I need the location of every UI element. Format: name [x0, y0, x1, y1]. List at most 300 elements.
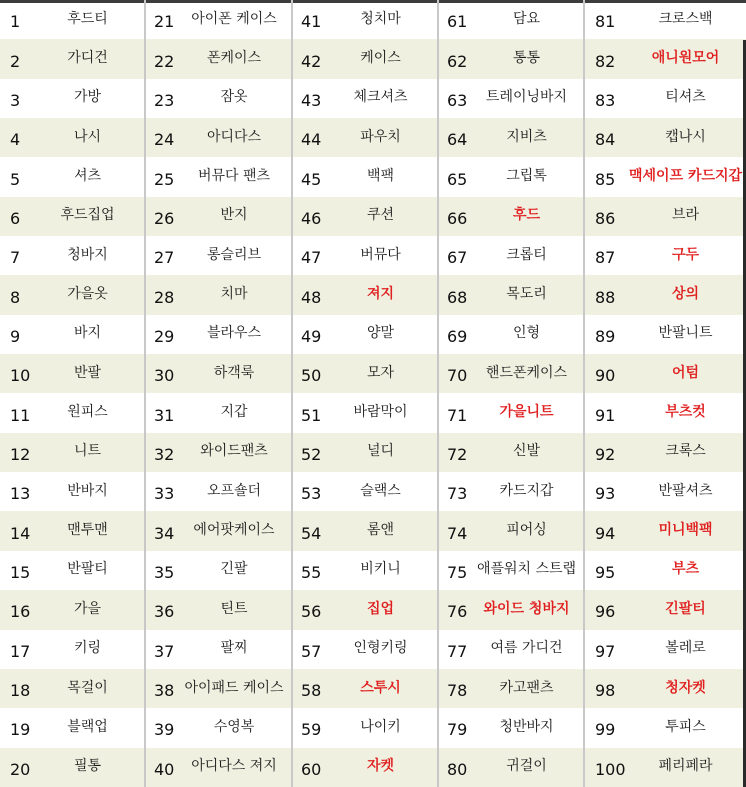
ranking-row [0, 0, 144, 39]
keyword-link[interactable]: 가을옷 [67, 286, 108, 303]
ranking-row [585, 748, 746, 787]
keyword-link[interactable]: 맥세이프 카드지갑 [629, 168, 743, 185]
keyword-link[interactable]: 가디건 [67, 50, 108, 67]
ranking-row [439, 275, 583, 314]
keyword-link[interactable]: 목걸이 [67, 679, 108, 696]
ranking-row [0, 354, 144, 393]
keyword-link[interactable]: 수영복 [213, 718, 255, 735]
ranking-row [146, 393, 291, 432]
keyword-link[interactable]: 널디 [366, 443, 395, 460]
ranking-row [293, 708, 437, 747]
ranking-row [439, 630, 583, 669]
rank-number: 60 [301, 759, 322, 779]
ranking-row [146, 79, 291, 118]
rank-number: 11 [10, 405, 31, 425]
rank-number: 45 [301, 169, 322, 189]
ranking-row [293, 315, 437, 354]
keyword-link[interactable]: 크록스 [665, 443, 706, 460]
keyword-link[interactable]: 와이드 청바지 [483, 600, 570, 617]
keyword-link[interactable]: 케이스 [360, 50, 401, 67]
keyword-link[interactable]: 하객룩 [213, 364, 255, 381]
keyword-link[interactable]: 지갑 [220, 404, 248, 421]
ranking-row [146, 669, 291, 708]
rank-number: 42 [301, 51, 322, 71]
keyword-link[interactable]: 애플워치 스트랩 [476, 561, 577, 578]
keyword-link[interactable]: 반팔셔츠 [658, 482, 713, 499]
keyword-link[interactable]: 신발 [512, 443, 541, 460]
rank-number: 55 [301, 562, 322, 582]
ranking-row [0, 708, 144, 747]
rank-number: 78 [447, 681, 468, 701]
ranking-row [293, 197, 437, 236]
ranking-row [293, 511, 437, 550]
keyword-link[interactable]: 버뮤다 팬츠 [197, 168, 271, 185]
rank-number: 7 [10, 248, 21, 268]
ranking-row [585, 393, 746, 432]
rank-number: 37 [154, 641, 175, 661]
keyword-link[interactable]: 담요 [512, 10, 541, 27]
rank-number: 1 [10, 12, 21, 32]
rank-number: 12 [10, 444, 31, 464]
rank-number: 65 [447, 169, 468, 189]
ranking-row [585, 315, 746, 354]
ranking-row [146, 472, 291, 511]
rank-number: 21 [154, 12, 175, 32]
rank-number: 48 [301, 287, 322, 307]
keyword-link[interactable]: 니트 [73, 443, 102, 460]
rank-number: 90 [595, 366, 616, 386]
ranking-row [585, 354, 746, 393]
rank-number: 19 [10, 720, 31, 740]
ranking-row [585, 708, 746, 747]
keyword-link[interactable]: 미니백팩 [658, 522, 713, 539]
rank-number: 41 [301, 12, 322, 32]
rank-number: 80 [447, 759, 468, 779]
keyword-link[interactable]: 청치마 [360, 10, 401, 27]
rank-number: 72 [447, 444, 468, 464]
ranking-row [585, 472, 746, 511]
keyword-link[interactable]: 비키니 [360, 561, 401, 578]
ranking-row [439, 354, 583, 393]
keyword-link[interactable]: 틴트 [220, 600, 248, 617]
ranking-row [146, 118, 291, 157]
rank-number: 73 [447, 484, 468, 504]
rank-number: 31 [154, 405, 175, 425]
rank-number: 6 [10, 208, 21, 228]
rank-number: 34 [154, 523, 175, 543]
ranking-row [146, 630, 291, 669]
rank-number: 69 [447, 326, 468, 346]
ranking-row [585, 0, 746, 39]
rank-number: 23 [154, 90, 175, 110]
keyword-link[interactable]: 청자켓 [665, 679, 706, 696]
rank-number: 94 [595, 523, 616, 543]
keyword-link[interactable]: 나이키 [360, 718, 401, 735]
ranking-column-3 [293, 0, 437, 787]
ranking-row [146, 551, 291, 590]
keyword-link[interactable]: 인형 [512, 325, 541, 342]
keyword-link[interactable]: 아이폰 케이스 [191, 10, 277, 27]
rank-number: 2 [10, 51, 21, 71]
ranking-row [0, 551, 144, 590]
rank-number: 32 [154, 444, 175, 464]
ranking-row [0, 118, 144, 157]
keyword-link[interactable]: 치마 [220, 286, 248, 303]
rank-number: 47 [301, 248, 322, 268]
keyword-link[interactable]: 카드지갑 [499, 482, 554, 499]
ranking-row [439, 0, 583, 39]
rank-number: 56 [301, 602, 322, 622]
keyword-link[interactable]: 블랙업 [67, 718, 108, 735]
rank-number: 67 [447, 248, 468, 268]
keyword-link[interactable]: 반지 [220, 207, 248, 224]
keyword-link[interactable]: 아디다스 져지 [191, 758, 277, 775]
keyword-link[interactable]: 반팔티 [67, 561, 108, 578]
keyword-link[interactable]: 필통 [73, 758, 102, 775]
ranking-row [146, 39, 291, 78]
rank-number: 28 [154, 287, 175, 307]
rank-number: 9 [10, 326, 21, 346]
keyword-link[interactable]: 반바지 [67, 482, 108, 499]
ranking-row [293, 275, 437, 314]
keyword-link[interactable]: 티셔츠 [665, 89, 706, 106]
keyword-link[interactable]: 청반바지 [499, 718, 554, 735]
keyword-link[interactable]: 오프숄더 [206, 482, 262, 499]
ranking-row [293, 669, 437, 708]
keyword-link[interactable]: 가을니트 [499, 404, 554, 421]
keyword-link[interactable]: 구두 [671, 246, 700, 263]
ranking-row [293, 590, 437, 629]
rank-number: 82 [595, 51, 616, 71]
keyword-link[interactable]: 팔찌 [220, 640, 248, 657]
ranking-row [439, 118, 583, 157]
rank-number: 38 [154, 681, 175, 701]
ranking-row [439, 393, 583, 432]
ranking-row [439, 708, 583, 747]
keyword-link[interactable]: 후드집업 [60, 207, 115, 224]
rank-number: 100 [595, 759, 626, 779]
rank-number: 74 [447, 523, 468, 543]
rank-number: 86 [595, 208, 616, 228]
rank-number: 91 [595, 405, 616, 425]
rank-number: 87 [595, 248, 616, 268]
rank-number: 33 [154, 484, 175, 504]
ranking-row [0, 39, 144, 78]
keyword-link[interactable]: 양말 [366, 325, 395, 342]
ranking-row [0, 511, 144, 550]
ranking-row [293, 79, 437, 118]
rank-number: 59 [301, 720, 322, 740]
keyword-link[interactable]: 쿠션 [366, 207, 395, 224]
ranking-row [585, 630, 746, 669]
rank-number: 4 [10, 130, 21, 150]
rank-number: 27 [154, 248, 175, 268]
keyword-link[interactable]: 인형키링 [353, 640, 408, 657]
rank-number: 76 [447, 602, 468, 622]
ranking-row [0, 472, 144, 511]
keyword-link[interactable]: 집업 [366, 600, 395, 617]
ranking-row [146, 433, 291, 472]
ranking-row [0, 197, 144, 236]
ranking-row [293, 630, 437, 669]
keyword-link[interactable]: 파우치 [360, 128, 401, 145]
keyword-link[interactable]: 폰케이스 [206, 50, 262, 67]
rank-number: 18 [10, 681, 31, 701]
rank-number: 3 [10, 90, 21, 110]
ranking-column-1 [0, 0, 144, 787]
rank-number: 92 [595, 444, 616, 464]
rank-number: 75 [447, 562, 468, 582]
rank-number: 95 [595, 562, 616, 582]
rank-number: 20 [10, 759, 31, 779]
ranking-row [293, 748, 437, 787]
rank-number: 68 [447, 287, 468, 307]
rank-number: 39 [154, 720, 175, 740]
ranking-row [0, 79, 144, 118]
ranking-row [585, 118, 746, 157]
rank-number: 85 [595, 169, 616, 189]
keyword-link[interactable]: 셔츠 [73, 168, 102, 185]
rank-number: 89 [595, 326, 616, 346]
ranking-row [439, 79, 583, 118]
keyword-link[interactable]: 반팔니트 [658, 325, 713, 342]
ranking-row [585, 197, 746, 236]
keyword-link[interactable]: 체크셔츠 [353, 89, 408, 106]
ranking-row [439, 590, 583, 629]
rank-number: 15 [10, 562, 31, 582]
keyword-link[interactable]: 캡나시 [665, 128, 706, 145]
keyword-link[interactable]: 져지 [366, 286, 395, 303]
ranking-row [146, 315, 291, 354]
ranking-row [439, 433, 583, 472]
ranking-row [293, 0, 437, 39]
ranking-row [146, 275, 291, 314]
rank-number: 8 [10, 287, 21, 307]
keyword-link[interactable]: 가을 [73, 600, 102, 617]
ranking-row [146, 708, 291, 747]
rank-number: 64 [447, 130, 468, 150]
rank-number: 46 [301, 208, 322, 228]
ranking-row [585, 157, 746, 196]
rank-number: 77 [447, 641, 468, 661]
ranking-row [0, 275, 144, 314]
ranking-row [439, 315, 583, 354]
ranking-row [293, 393, 437, 432]
keyword-link[interactable]: 바지 [73, 325, 102, 342]
rank-number: 36 [154, 602, 175, 622]
rank-number: 61 [447, 12, 468, 32]
ranking-row [0, 157, 144, 196]
keyword-link[interactable]: 아디다스 [206, 128, 262, 145]
rank-number: 71 [447, 405, 468, 425]
ranking-row [585, 511, 746, 550]
keyword-link[interactable]: 애니원모어 [651, 50, 720, 67]
keyword-link[interactable]: 나시 [73, 128, 102, 145]
keyword-link[interactable]: 아이패드 케이스 [184, 679, 284, 696]
rank-number: 57 [301, 641, 322, 661]
ranking-row [0, 393, 144, 432]
keyword-link[interactable]: 통통 [512, 50, 541, 67]
rank-number: 26 [154, 208, 175, 228]
rank-number: 66 [447, 208, 468, 228]
keyword-link[interactable]: 청바지 [67, 246, 108, 263]
keyword-link[interactable]: 목도리 [506, 286, 547, 303]
rank-number: 99 [595, 720, 616, 740]
rank-number: 70 [447, 366, 468, 386]
keyword-link[interactable]: 맨투맨 [67, 522, 108, 539]
ranking-row [293, 118, 437, 157]
keyword-link[interactable]: 핸드폰케이스 [485, 364, 568, 381]
ranking-column-4 [439, 0, 583, 787]
rank-number: 5 [10, 169, 21, 189]
keyword-link[interactable]: 페리페라 [658, 758, 713, 775]
ranking-row [585, 433, 746, 472]
ranking-row [585, 590, 746, 629]
keyword-link[interactable]: 가방 [73, 89, 102, 106]
ranking-row [439, 236, 583, 275]
keyword-link[interactable]: 긴팔티 [665, 600, 706, 617]
rank-number: 17 [10, 641, 31, 661]
ranking-row [0, 748, 144, 787]
rank-number: 40 [154, 759, 175, 779]
ranking-row [439, 472, 583, 511]
rank-number: 88 [595, 287, 616, 307]
rank-number: 29 [154, 326, 175, 346]
rank-number: 30 [154, 366, 175, 386]
ranking-row [146, 590, 291, 629]
ranking-row [0, 669, 144, 708]
rank-number: 16 [10, 602, 31, 622]
keyword-link[interactable]: 긴팔 [220, 561, 248, 578]
ranking-row [293, 157, 437, 196]
rank-number: 14 [10, 523, 31, 543]
ranking-row [146, 354, 291, 393]
ranking-row [293, 354, 437, 393]
rank-number: 35 [154, 562, 175, 582]
keyword-link[interactable]: 귀걸이 [506, 758, 547, 775]
rank-number: 97 [595, 641, 616, 661]
rank-number: 25 [154, 169, 175, 189]
ranking-row [146, 511, 291, 550]
ranking-row [146, 236, 291, 275]
ranking-row [0, 236, 144, 275]
ranking-row [585, 669, 746, 708]
keyword-link[interactable]: 카고팬츠 [499, 679, 554, 696]
ranking-row [146, 157, 291, 196]
ranking-row [293, 39, 437, 78]
keyword-link[interactable]: 그립톡 [506, 168, 547, 185]
ranking-row [146, 197, 291, 236]
ranking-row [439, 39, 583, 78]
keyword-link[interactable]: 잠옷 [220, 89, 248, 106]
ranking-row [439, 197, 583, 236]
rank-number: 83 [595, 90, 616, 110]
keyword-link[interactable]: 후드 [512, 207, 541, 224]
rank-number: 53 [301, 484, 322, 504]
rank-number: 22 [154, 51, 175, 71]
rank-number: 43 [301, 90, 322, 110]
rank-number: 84 [595, 130, 616, 150]
keyword-link[interactable]: 슬랙스 [360, 482, 401, 499]
ranking-row [293, 551, 437, 590]
rank-number: 58 [301, 681, 322, 701]
ranking-row [146, 0, 291, 39]
rank-number: 13 [10, 484, 31, 504]
ranking-row [439, 511, 583, 550]
rank-number: 54 [301, 523, 322, 543]
keyword-link[interactable]: 원피스 [67, 404, 108, 421]
ranking-row [585, 39, 746, 78]
keyword-link[interactable]: 버뮤다 [360, 246, 401, 263]
rank-number: 79 [447, 720, 468, 740]
ranking-row [439, 748, 583, 787]
keyword-link[interactable]: 백팩 [366, 168, 395, 185]
keyword-link[interactable]: 블라우스 [206, 325, 262, 342]
keyword-link[interactable]: 롱슬리브 [206, 246, 262, 263]
keyword-link[interactable]: 와이드팬츠 [200, 443, 268, 460]
rank-number: 63 [447, 90, 468, 110]
rank-number: 52 [301, 444, 322, 464]
ranking-row [439, 157, 583, 196]
keyword-link[interactable]: 어텀 [671, 364, 700, 381]
keyword-link[interactable]: 반팔 [73, 364, 102, 381]
ranking-row [585, 551, 746, 590]
ranking-row [585, 275, 746, 314]
keyword-link[interactable]: 상의 [671, 286, 700, 303]
keyword-link[interactable]: 브라 [671, 207, 700, 224]
ranking-row [293, 433, 437, 472]
ranking-row [439, 551, 583, 590]
ranking-row [585, 79, 746, 118]
keyword-link[interactable]: 피어싱 [506, 522, 547, 539]
rank-number: 96 [595, 602, 616, 622]
keyword-link[interactable]: 부츠 [671, 561, 700, 578]
ranking-row [439, 669, 583, 708]
ranking-row [0, 590, 144, 629]
rank-number: 49 [301, 326, 322, 346]
keyword-link[interactable]: 에어팟케이스 [193, 522, 275, 539]
keyword-link[interactable]: 키링 [73, 640, 102, 657]
keyword-link[interactable]: 스투시 [360, 679, 401, 696]
keyword-link[interactable]: 트레이닝바지 [485, 89, 568, 106]
rank-number: 10 [10, 366, 31, 386]
rank-number: 24 [154, 130, 175, 150]
keyword-link[interactable]: 지비츠 [506, 128, 547, 145]
keyword-link[interactable]: 바람막이 [353, 404, 408, 421]
keyword-link[interactable]: 부츠컷 [665, 404, 706, 421]
rank-number: 50 [301, 366, 322, 386]
keyword-link[interactable]: 볼레로 [665, 640, 706, 657]
rank-number: 51 [301, 405, 322, 425]
keyword-link[interactable]: 후드티 [67, 10, 108, 27]
ranking-row [0, 315, 144, 354]
keyword-link[interactable]: 크롭티 [506, 246, 547, 263]
ranking-row [585, 236, 746, 275]
keyword-link[interactable]: 투피스 [665, 718, 706, 735]
ranking-column-2 [146, 0, 291, 787]
ranking-column-5 [585, 0, 746, 787]
ranking-row [146, 748, 291, 787]
keyword-link[interactable]: 모자 [366, 364, 395, 381]
rank-number: 93 [595, 484, 616, 504]
keyword-link[interactable]: 여름 가디건 [490, 640, 563, 657]
keyword-link[interactable]: 자켓 [366, 758, 395, 775]
rank-number: 81 [595, 12, 616, 32]
keyword-link[interactable]: 롬앤 [366, 522, 395, 539]
ranking-row [293, 236, 437, 275]
ranking-row [293, 472, 437, 511]
keyword-link[interactable]: 크로스백 [658, 10, 713, 27]
